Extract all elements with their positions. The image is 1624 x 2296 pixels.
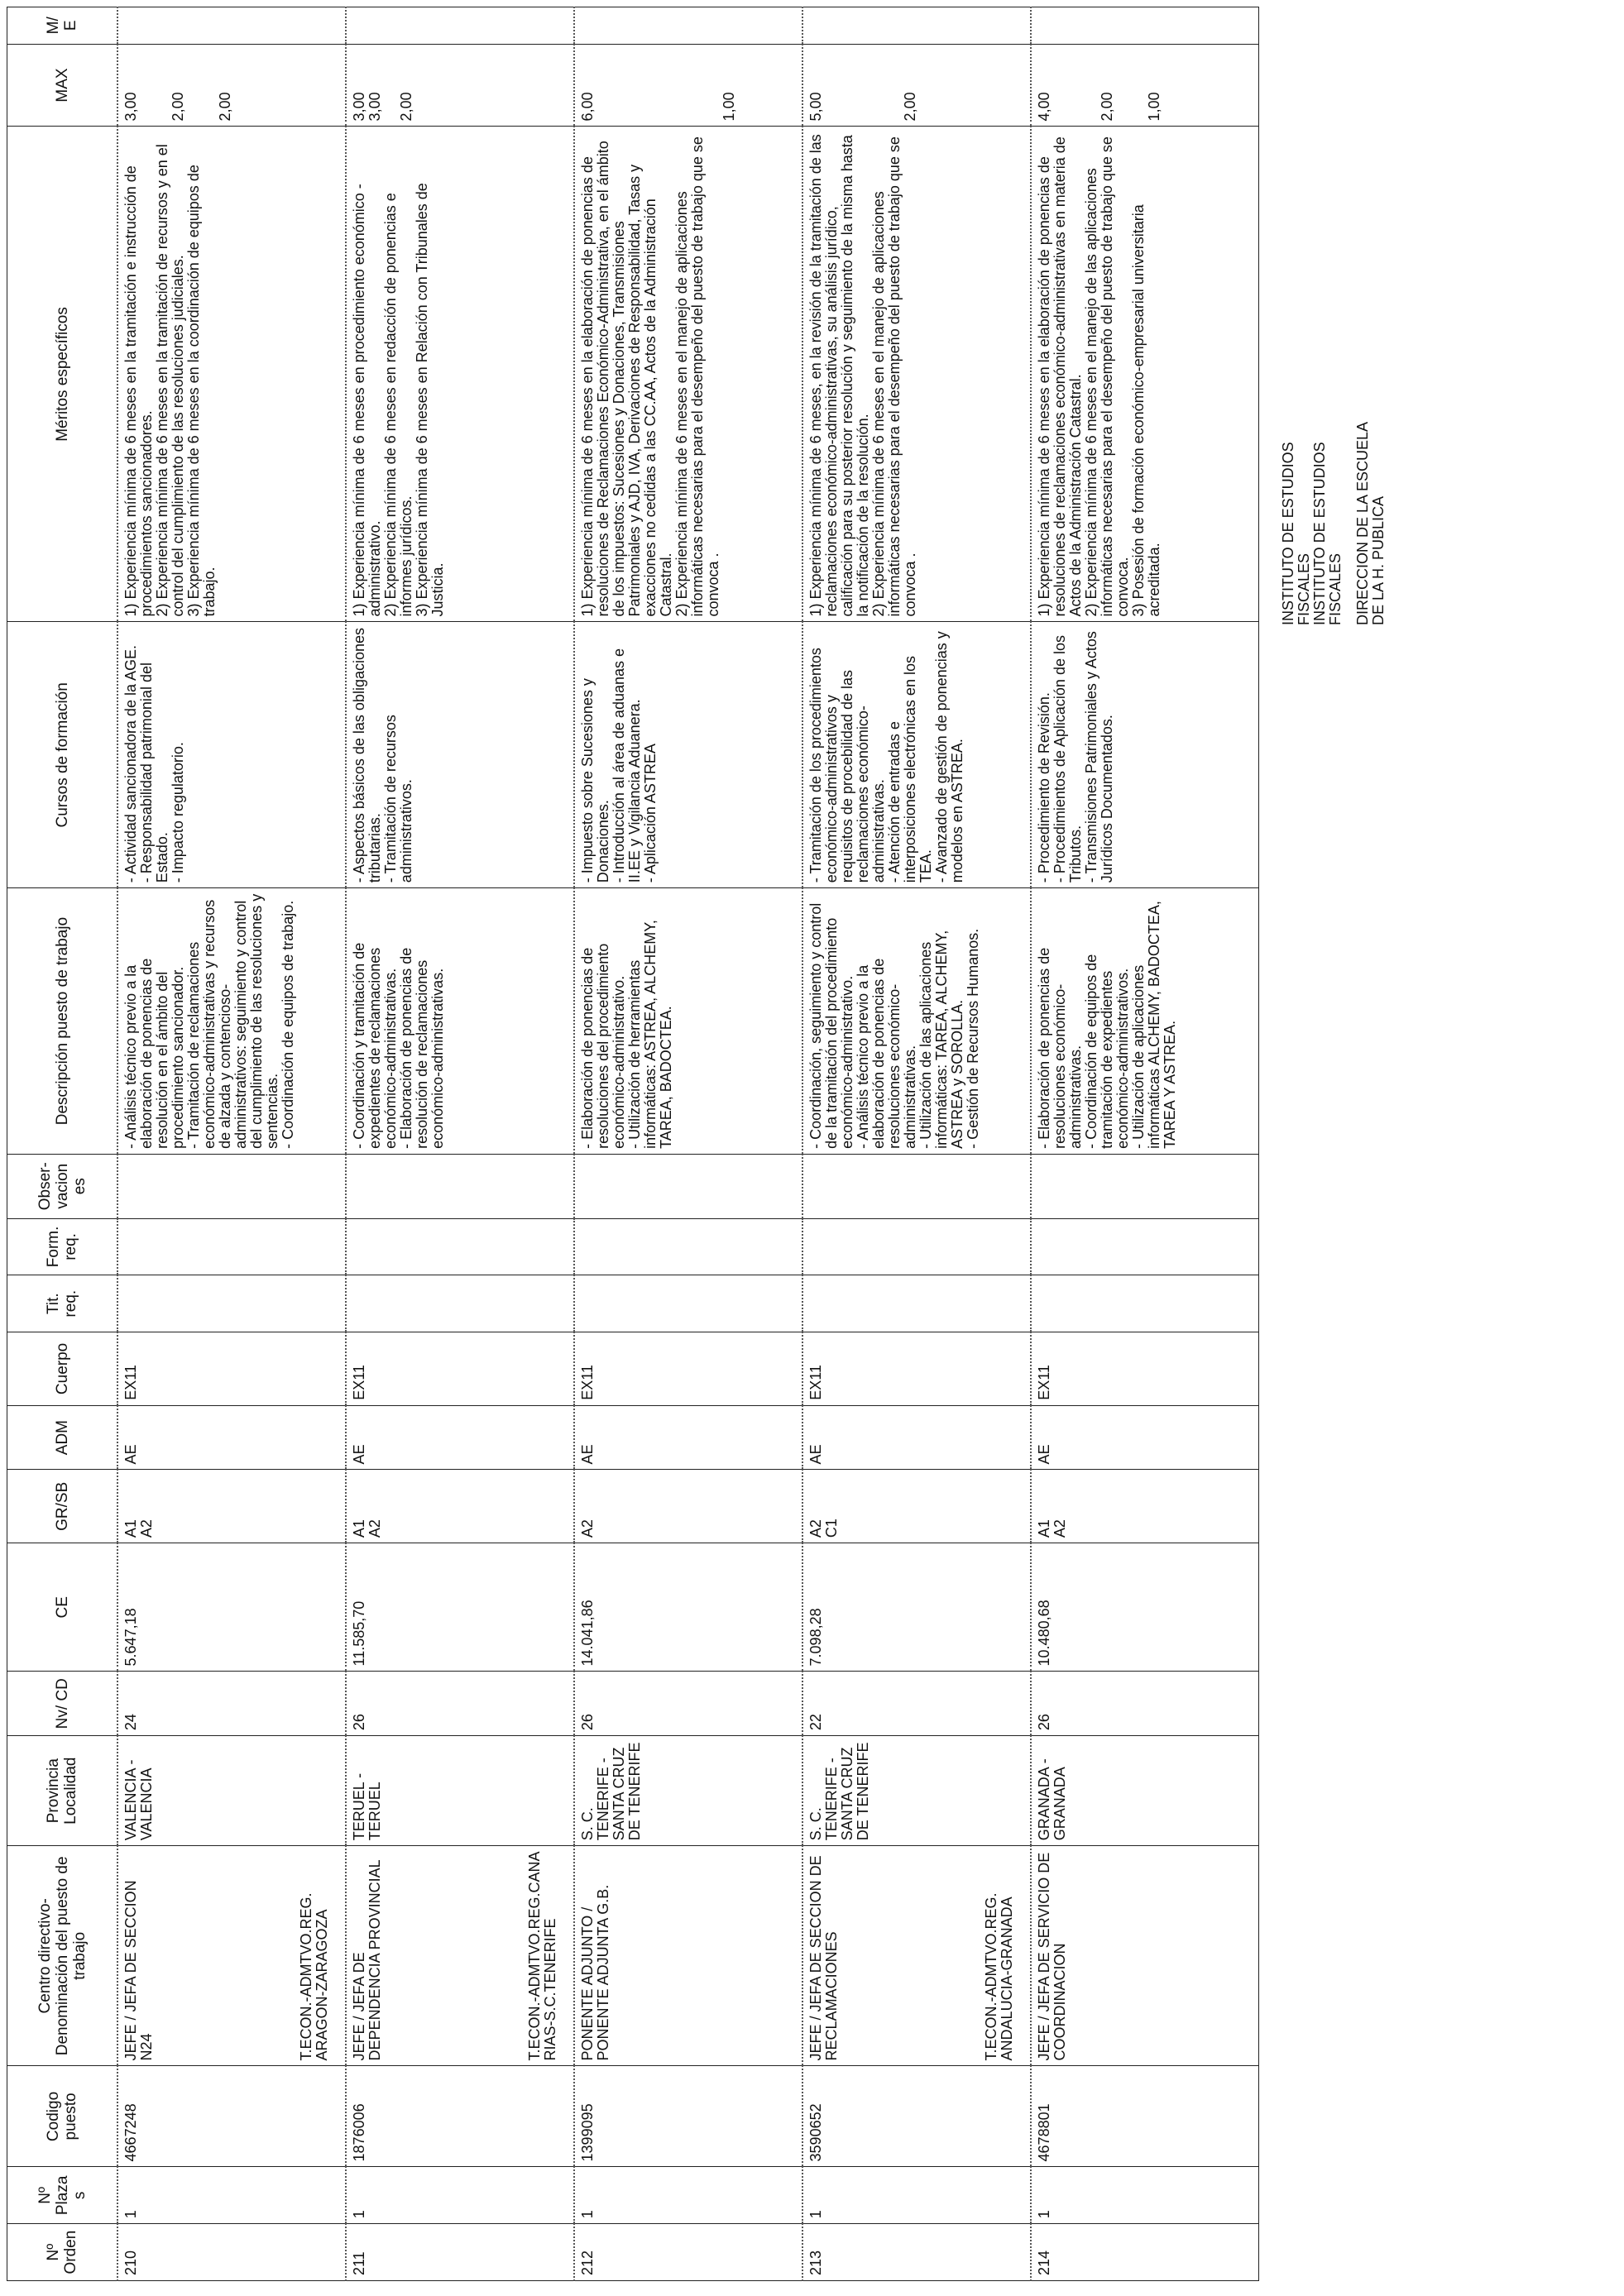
cursos: - Aspectos básicos de las obligaciones tributarias. - Tramitación de recursos administrativos. <box>346 622 574 888</box>
form <box>1031 1218 1259 1275</box>
col-me: M/E <box>7 7 118 45</box>
orden: 214 <box>1031 2224 1259 2281</box>
positions-table <box>7 7 1259 2281</box>
col-centro: Centro directivo-Denominación del puesto de trabajo <box>7 1846 118 2066</box>
nivel: 26 <box>574 1672 802 1736</box>
adm: AE <box>346 1405 574 1470</box>
tit <box>117 1275 346 1332</box>
meritos: 1) Experiencia mínima de 6 meses en procedimiento económico - administrativo. 2) Experiencia mínima de 6 meses en redacción de ponencias e informes jurídicos. 3) Experiencia mínima de 6 meses en Relación con Tribunales de Justicia. <box>346 127 574 622</box>
obs <box>574 1154 802 1218</box>
cuerpo: EX11 <box>574 1332 802 1406</box>
centro-next: T.ECON.-ADMTVO.REG. ARAGON-ZARAGOZA <box>298 1892 330 2061</box>
descripcion: - Análisis técnico previo a la elaboración de ponencias de resolución en el ámbito del procedimiento sancionador. - Tramitación de reclamaciones económico-administrativas y recursos de alzada y contencioso-administrativos: seguimiento y control del cumplimiento de las resoluciones y sentencias. - Coordinación de equipos de trabajo. <box>117 888 346 1155</box>
col-grsb: GR/SB <box>7 1470 118 1543</box>
max: 3,00 3,00 2,00 <box>346 44 574 127</box>
form <box>117 1218 346 1275</box>
grsb: A1 A2 <box>117 1470 346 1543</box>
centro: JEFE / JEFA DE SECCION N24 <box>122 1880 155 2061</box>
codigo: 3590652 <box>802 2066 1031 2167</box>
form <box>802 1218 1031 1275</box>
codigo: 1876006 <box>346 2066 574 2167</box>
table-row <box>802 7 1031 2281</box>
descripcion: - Elaboración de ponencias de resoluciones económico-administrativas. - Coordinación de equipos de tramitación de expedientes económico-administrativos. - Utilización de aplicaciones informáticas ALCHEMY, BADOCTEA, TAREA Y ASTREA. <box>1031 888 1259 1155</box>
centro: JEFE / JEFA DE SECCION DE RECLAMACIONES <box>807 1855 840 2061</box>
plazas: 1 <box>346 2167 574 2224</box>
col-nivel: Nv/ CD <box>7 1672 118 1736</box>
descripcion: - Coordinación y tramitación de expedientes de reclamaciones económico-administrativas. - Elaboración de ponencias de resolución de reclamaciones económico-administrativas. <box>346 888 574 1155</box>
nivel: 22 <box>802 1672 1031 1736</box>
col-cursos: Cursos de formación <box>7 622 118 888</box>
plazas: 1 <box>802 2167 1031 2224</box>
obs <box>346 1154 574 1218</box>
codigo: 4667248 <box>117 2066 346 2167</box>
obs <box>802 1154 1031 1218</box>
col-max: MAX <box>7 44 118 127</box>
codigo: 1399095 <box>574 2066 802 2167</box>
descripcion: - Coordinación, seguimiento y control de la tramitación del procedimiento económico-administrativo. - Análisis técnico previo a la elaboración de ponencias de resoluciones económico-administrativas. - Utilización de las aplicaciones informáticas: TAREA, ALCHEMY, ASTREA y SOROLLA. - Gestión de Recursos Humanos. <box>802 888 1031 1155</box>
col-orden: Nº Orden <box>7 2224 118 2281</box>
col-ce: CE <box>7 1543 118 1672</box>
meritos: 1) Experiencia mínima de 6 meses en la elaboración de ponencias de resoluciones de Reclamaciones Económico-Administrativa, en el ámbito de los impuestos: Sucesiones y Donaciones, Transmisiones Patrimoniales y AJD, IVA, Derivaciones de Responsabilidad, Tasas y exacciones no cedidas a las CC.AA, Actos de la Administración Catastral. 2) Experiencia mínima de 6 meses en el manejo de aplicaciones informáticas necesarias para el desempeño del puesto de trabajo que se convoca . <box>574 127 802 622</box>
table-row <box>1031 7 1259 2281</box>
orden: 212 <box>574 2224 802 2281</box>
max: 5,00 2,00 <box>802 44 1031 127</box>
col-plazas: Nº Plazas <box>7 2167 118 2224</box>
centro-cell <box>574 1846 802 2066</box>
descripcion: - Elaboración de ponencias de resoluciones del procedimiento económico-administrativo. - Utilización de herramientas informáticas: ASTREA, ALCHEMY, TAREA, BADOCTEA. <box>574 888 802 1155</box>
centro: JEFE / JEFA DE DEPENDENCIA PROVINCIAL <box>351 1859 383 2061</box>
col-obs: Obser- vaciones <box>7 1154 118 1218</box>
centro-cell <box>1031 1846 1259 2066</box>
centro-cell <box>346 1846 574 2066</box>
col-adm: ADM <box>7 1405 118 1470</box>
footer-line: DIRECCION DE LA ESCUELA DE LA H. PUBLICA <box>1354 422 1387 625</box>
ce: 14.041,86 <box>574 1543 802 1672</box>
col-codigo: Codigo puesto <box>7 2066 118 2167</box>
meritos: 1) Experiencia mínima de 6 meses en la tramitación e instrucción de procedimientos sancionadores. 2) Experiencia mínima de 6 meses en la tramitación de recursos y en el control del cumplimiento de las resoluciones judiciales. 3) Experiencia mínima de 6 meses en la coordinación de equipos de trabajo. <box>117 127 346 622</box>
centro-next: T.ECON.-ADMTVO.REG.CANA RIAS-S.C.TENERIFE <box>526 1852 558 2061</box>
grsb: A2 <box>574 1470 802 1543</box>
table-row <box>117 7 346 2281</box>
cursos: - Tramitación de los procedimientos económico-administrativos y requisitos de procebilidad de las reclamaciones económico-administrativas. - Atención de entradas e interposiciones electrónicas en los TEA. - Avanzado de gestión de ponencias y modelos en ASTREA. <box>802 622 1031 888</box>
table-row <box>574 7 802 2281</box>
col-descripcion: Descripción puesto de trabajo <box>7 888 118 1155</box>
tit <box>1031 1275 1259 1332</box>
obs <box>117 1154 346 1218</box>
plazas: 1 <box>117 2167 346 2224</box>
cuerpo: EX11 <box>802 1332 1031 1406</box>
col-provincia: Provincia Localidad <box>7 1736 118 1846</box>
grsb: A1 A2 <box>1031 1470 1259 1543</box>
meritos: 1) Experiencia mínima de 6 meses, en la revisión de la tramitación de las reclamaciones económico-administrativas, su análisis jurídico, calificación para su posterior resolución y seguimiento de la misma hasta la notificación de la resolución. 2) Experiencia mínima de 6 meses en el manejo de aplicaciones informáticas necesarias para el desempeño del puesto de trabajo que se convoca . <box>802 127 1031 622</box>
max: 4,00 2,00 1,00 <box>1031 44 1259 127</box>
me <box>802 7 1031 45</box>
adm: AE <box>574 1405 802 1470</box>
provincia: S. C. TENERIFE - SANTA CRUZ DE TENERIFE <box>802 1736 1031 1846</box>
ce: 7.098,28 <box>802 1543 1031 1672</box>
tit <box>346 1275 574 1332</box>
provincia: TERUEL - TERUEL <box>346 1736 574 1846</box>
centro-cell <box>117 1846 346 2066</box>
orden: 211 <box>346 2224 574 2281</box>
me <box>1031 7 1259 45</box>
provincia: VALENCIA - VALENCIA <box>117 1736 346 1846</box>
ce: 10.480,68 <box>1031 1543 1259 1672</box>
adm: AE <box>802 1405 1031 1470</box>
ce: 11.585,70 <box>346 1543 574 1672</box>
nivel: 26 <box>346 1672 574 1736</box>
me <box>117 7 346 45</box>
centro: PONENTE ADJUNTO / PONENTE ADJUNTA G.B. <box>579 1884 611 2061</box>
nivel: 26 <box>1031 1672 1259 1736</box>
adm: AE <box>117 1405 346 1470</box>
form <box>346 1218 574 1275</box>
cursos: - Actividad sancionadora de la AGE. - Responsabilidad patrimonial del Estado. - Impacto regulatorio. <box>117 622 346 888</box>
provincia: S. C. TENERIFE - SANTA CRUZ DE TENERIFE <box>574 1736 802 1846</box>
cuerpo: EX11 <box>346 1332 574 1406</box>
cursos: - Procedimiento de Revisión. - Procedimientos de Aplicación de los Tributos. - Transmisiones Patrimoniales y Actos Jurídicos Documentados. <box>1031 622 1259 888</box>
orden: 210 <box>117 2224 346 2281</box>
centro: JEFE / JEFA DE SERVICIO DE COORDINACION <box>1036 1852 1068 2061</box>
codigo: 4678801 <box>1031 2066 1259 2167</box>
centro-next: T.ECON.-ADMTVO.REG. ANDALUCIA-GRANADA <box>983 1892 1015 2061</box>
tit <box>802 1275 1031 1332</box>
cuerpo: EX11 <box>1031 1332 1259 1406</box>
plazas: 1 <box>1031 2167 1259 2224</box>
col-cuerpo: Cuerpo <box>7 1332 118 1406</box>
nivel: 24 <box>117 1672 346 1736</box>
me <box>346 7 574 45</box>
cuerpo: EX11 <box>117 1332 346 1406</box>
footer-line: INSTITUTO DE ESTUDIOS FISCALES <box>1280 442 1312 625</box>
centro-cell <box>802 1846 1031 2066</box>
max: 6,00 1,00 <box>574 44 802 127</box>
tit <box>574 1275 802 1332</box>
cursos: - Impuesto sobre Sucesiones y Donaciones. - Introducción al área de aduanas e II.EE y Vigilancia Aduanera. - Aplicación ASTREA <box>574 622 802 888</box>
grsb: A2 C1 <box>802 1470 1031 1543</box>
adm: AE <box>1031 1405 1259 1470</box>
header-row <box>7 7 118 2281</box>
orden: 213 <box>802 2224 1031 2281</box>
col-form: Form. req. <box>7 1218 118 1275</box>
max: 3,00 2,00 2,00 <box>117 44 346 127</box>
col-meritos: Méritos específicos <box>7 127 118 622</box>
meritos: 1) Experiencia mínima de 6 meses en la elaboración de ponencias de resoluciones de reclamaciones económico-administrativas en materia de Actos de la Administración Catastral. 2) Experiencia mínima de 6 meses en el manejo de las aplicaciones informáticas necesarias para el desempeño del puesto de trabajo que se convoca. 3) Posesión de formación económico-empresarial universitaria acreditada. <box>1031 127 1259 622</box>
obs <box>1031 1154 1259 1218</box>
form <box>574 1218 802 1275</box>
grsb: A1 A2 <box>346 1470 574 1543</box>
plazas: 1 <box>574 2167 802 2224</box>
me <box>574 7 802 45</box>
col-tit: Tit. req. <box>7 1275 118 1332</box>
footer-line: INSTITUTO DE ESTUDIOS FISCALES <box>1311 442 1344 625</box>
provincia: GRANADA - GRANADA <box>1031 1736 1259 1846</box>
footer-centers <box>1281 410 1387 625</box>
ce: 5.647,18 <box>117 1543 346 1672</box>
table-row <box>346 7 574 2281</box>
